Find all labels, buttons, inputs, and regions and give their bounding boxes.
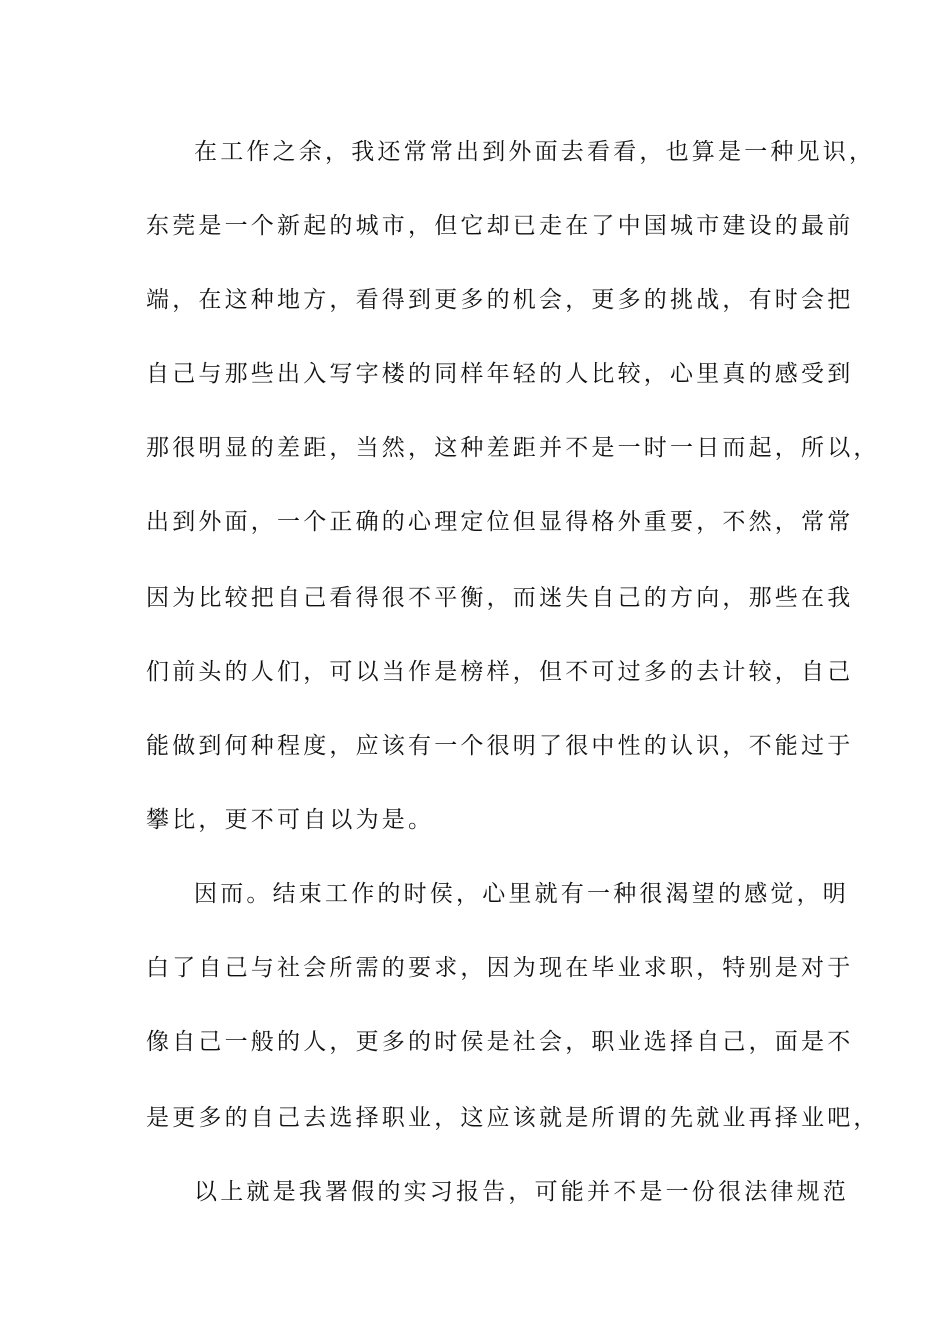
paragraph-1-line-10: 攀比，更不可自以为是。 (146, 807, 435, 833)
paragraph-2-line-3: 像自己一般的人，更多的时侯是社会，职业选择自己，面是不 (146, 1029, 854, 1055)
paragraph-1-line-2: 东莞是一个新起的城市，但它却已走在了中国城市建设的最前 (146, 213, 854, 239)
paragraph-1-line-3: 端，在这种地方，看得到更多的机会，更多的挑战，有时会把 (146, 287, 854, 313)
paragraph-1-line-8: 们前头的人们，可以当作是榜样，但不可过多的去计较，自己 (146, 659, 854, 685)
paragraph-1-line-9: 能做到何种程度，应该有一个很明了很中性的认识，不能过于 (146, 733, 854, 759)
paragraph-2-line-4: 是更多的自己去选择职业，这应该就是所谓的先就业再择业吧， (146, 1105, 880, 1131)
paragraph-1-line-7: 因为比较把自己看得很不平衡，而迷失自己的方向，那些在我 (146, 585, 854, 611)
paragraph-2-line-2: 白了自己与社会所需的要求，因为现在毕业求职，特别是对于 (146, 955, 854, 981)
paragraph-1-line-4: 自己与那些出入写字楼的同样年轻的人比较，心里真的感受到 (146, 361, 854, 387)
paragraph-2-line-1: 因而。结束工作的时侯，心里就有一种很渴望的感觉，明 (194, 881, 849, 907)
paragraph-1-line-6: 出到外面，一个正确的心理定位但显得格外重要，不然，常常 (146, 509, 854, 535)
paragraph-1-line-1: 在工作之余，我还常常出到外面去看看，也算是一种见识， (194, 139, 876, 165)
paragraph-1-line-5: 那很明显的差距，当然，这种差距并不是一时一日而起，所以， (146, 435, 880, 461)
paragraph-3-line-1: 以上就是我署假的实习报告，可能并不是一份很法律规范 (194, 1179, 849, 1205)
